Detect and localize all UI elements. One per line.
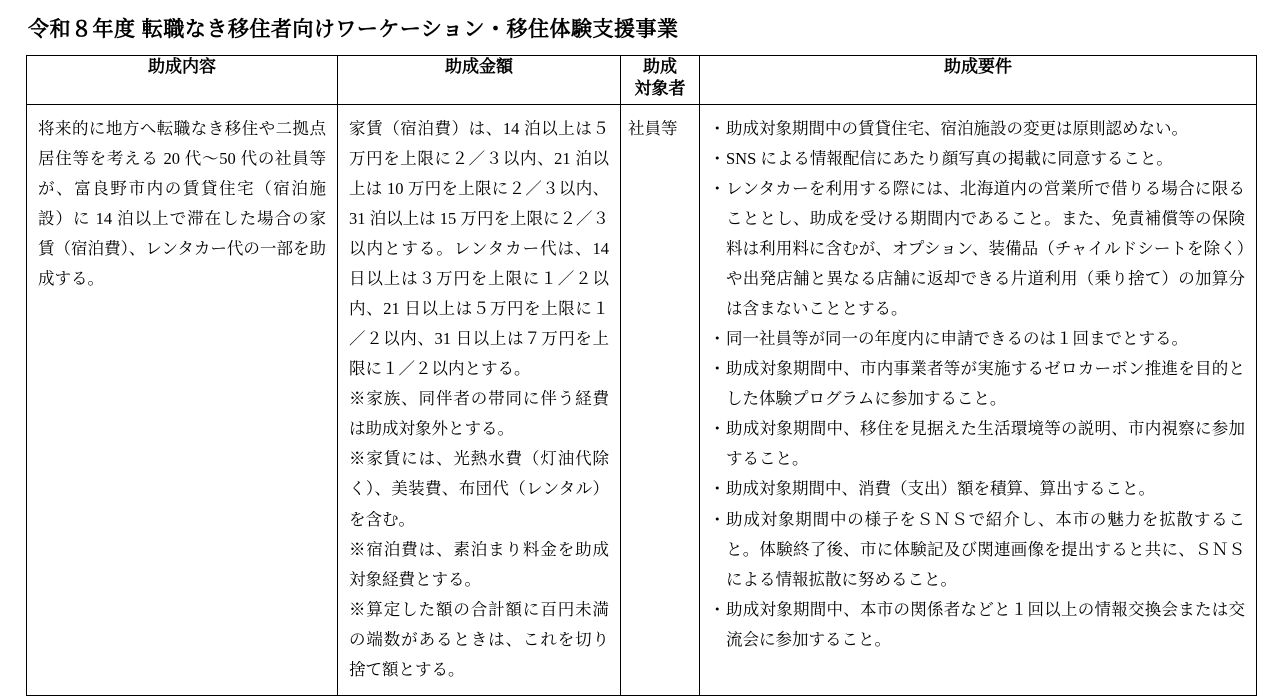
page-title: 令和８年度 転職なき移住者向けワーケーション・移住体験支援事業 — [28, 18, 679, 41]
cell-requirements-text — [700, 105, 1256, 664]
list-item: ・ 助成対象期間中の様子をＳＮＳで紹介し、本市の魅力を拡散すること。体験終了後、市に体験記及び関連画像を提出すると共に、ＳＮＳによる情報拡散に努めること。 — [711, 505, 1245, 595]
cell-target — [621, 105, 700, 695]
amount-paragraph: ※家族、同伴者の帯同に伴う経費は助成対象外とする。 — [349, 389, 609, 439]
list-item: ・ 同一社員等が同一の年度内に申請できるのは１回までとする。 — [711, 324, 1245, 354]
list-item: ・ 助成対象期間中の賃貸住宅、宿泊施設の変更は原則認めない。 — [711, 114, 1245, 144]
list-item: ・ 助成対象期間中、市内事業者等が実施するゼロカーボン推進を目的とした体験プログラムに参加すること。 — [711, 354, 1245, 414]
requirements-list — [711, 114, 1245, 654]
list-item: ・ SNS による情報配信にあたり顔写真の掲載に同意すること。 — [711, 144, 1245, 174]
column-header-amount: 助成金額 — [338, 56, 621, 105]
list-item: ・ 助成対象期間中、移住を見据えた生活環境等の説明、市内視察に参加すること。 — [711, 414, 1245, 474]
cell-target-text: 社員等 — [628, 119, 678, 139]
cell-content-text: 将来的に地方へ転職なき移住や二拠点居住等を考える 20 代～50 代の社員等が、富良野市内の賃貸住宅（宿泊施設）に 14 泊以上で滞在した場合の家賃（宿泊費）、レンタカー代の一部を助成する。 — [38, 119, 326, 289]
list-item: ・ レンタカーを利用する際には、北海道内の営業所で借りる場合に限ることとし、助成を受ける期間内であること。また、免責補償等の保険料は利用料に含むが、オプション、装備品（チャイルドシートを除く）や出発店舗と異なる店舗に返却できる片道利用（乗り捨て）の加算分は含まないこととする。 — [711, 174, 1245, 324]
amount-paragraph: 家賃（宿泊費）は、14 泊以上は５万円を上限に２／３以内、21 泊以上は 10 万円を上限に２／３以内、31 泊以上は 15 万円を上限に２／３以内とする。レンタカー代は、14 日以上は３万円を上限に１／２以内、21 日以上は５万円を上限に１／２以内、31 日以上は７万円を上限に１／２以内とする。 — [349, 119, 609, 379]
table-row — [27, 105, 1257, 695]
table-header — [27, 56, 1257, 105]
table-body — [27, 105, 1257, 695]
amount-paragraph: ※算定した額の合計額に百円未満の端数があるときは、これを切り捨て額とする。 — [349, 599, 609, 679]
column-header-target — [621, 56, 700, 105]
list-item: ・ 助成対象期間中、消費（支出）額を積算、算出すること。 — [711, 474, 1245, 504]
amount-paragraph: ※家賃には、光熱水費（灯油代除く）、美装費、布団代（レンタル）を含む。 — [349, 449, 609, 529]
grant-table — [26, 55, 1257, 695]
column-header-target-line1: 助成 — [643, 57, 677, 77]
column-header-target-line2: 対象者 — [634, 78, 686, 98]
cell-content — [27, 105, 338, 695]
column-header-content: 助成内容 — [27, 56, 338, 105]
cell-requirements — [700, 105, 1257, 695]
cell-amount — [338, 105, 621, 695]
column-header-requirements: 助成要件 — [700, 56, 1257, 105]
list-item: ・ 助成対象期間中、本市の関係者などと１回以上の情報交換会または交流会に参加すること。 — [711, 595, 1245, 655]
amount-paragraph: ※宿泊費は、素泊まり料金を助成対象経費とする。 — [349, 539, 609, 589]
table-header-row — [27, 56, 1257, 105]
cell-amount-text — [338, 105, 620, 694]
